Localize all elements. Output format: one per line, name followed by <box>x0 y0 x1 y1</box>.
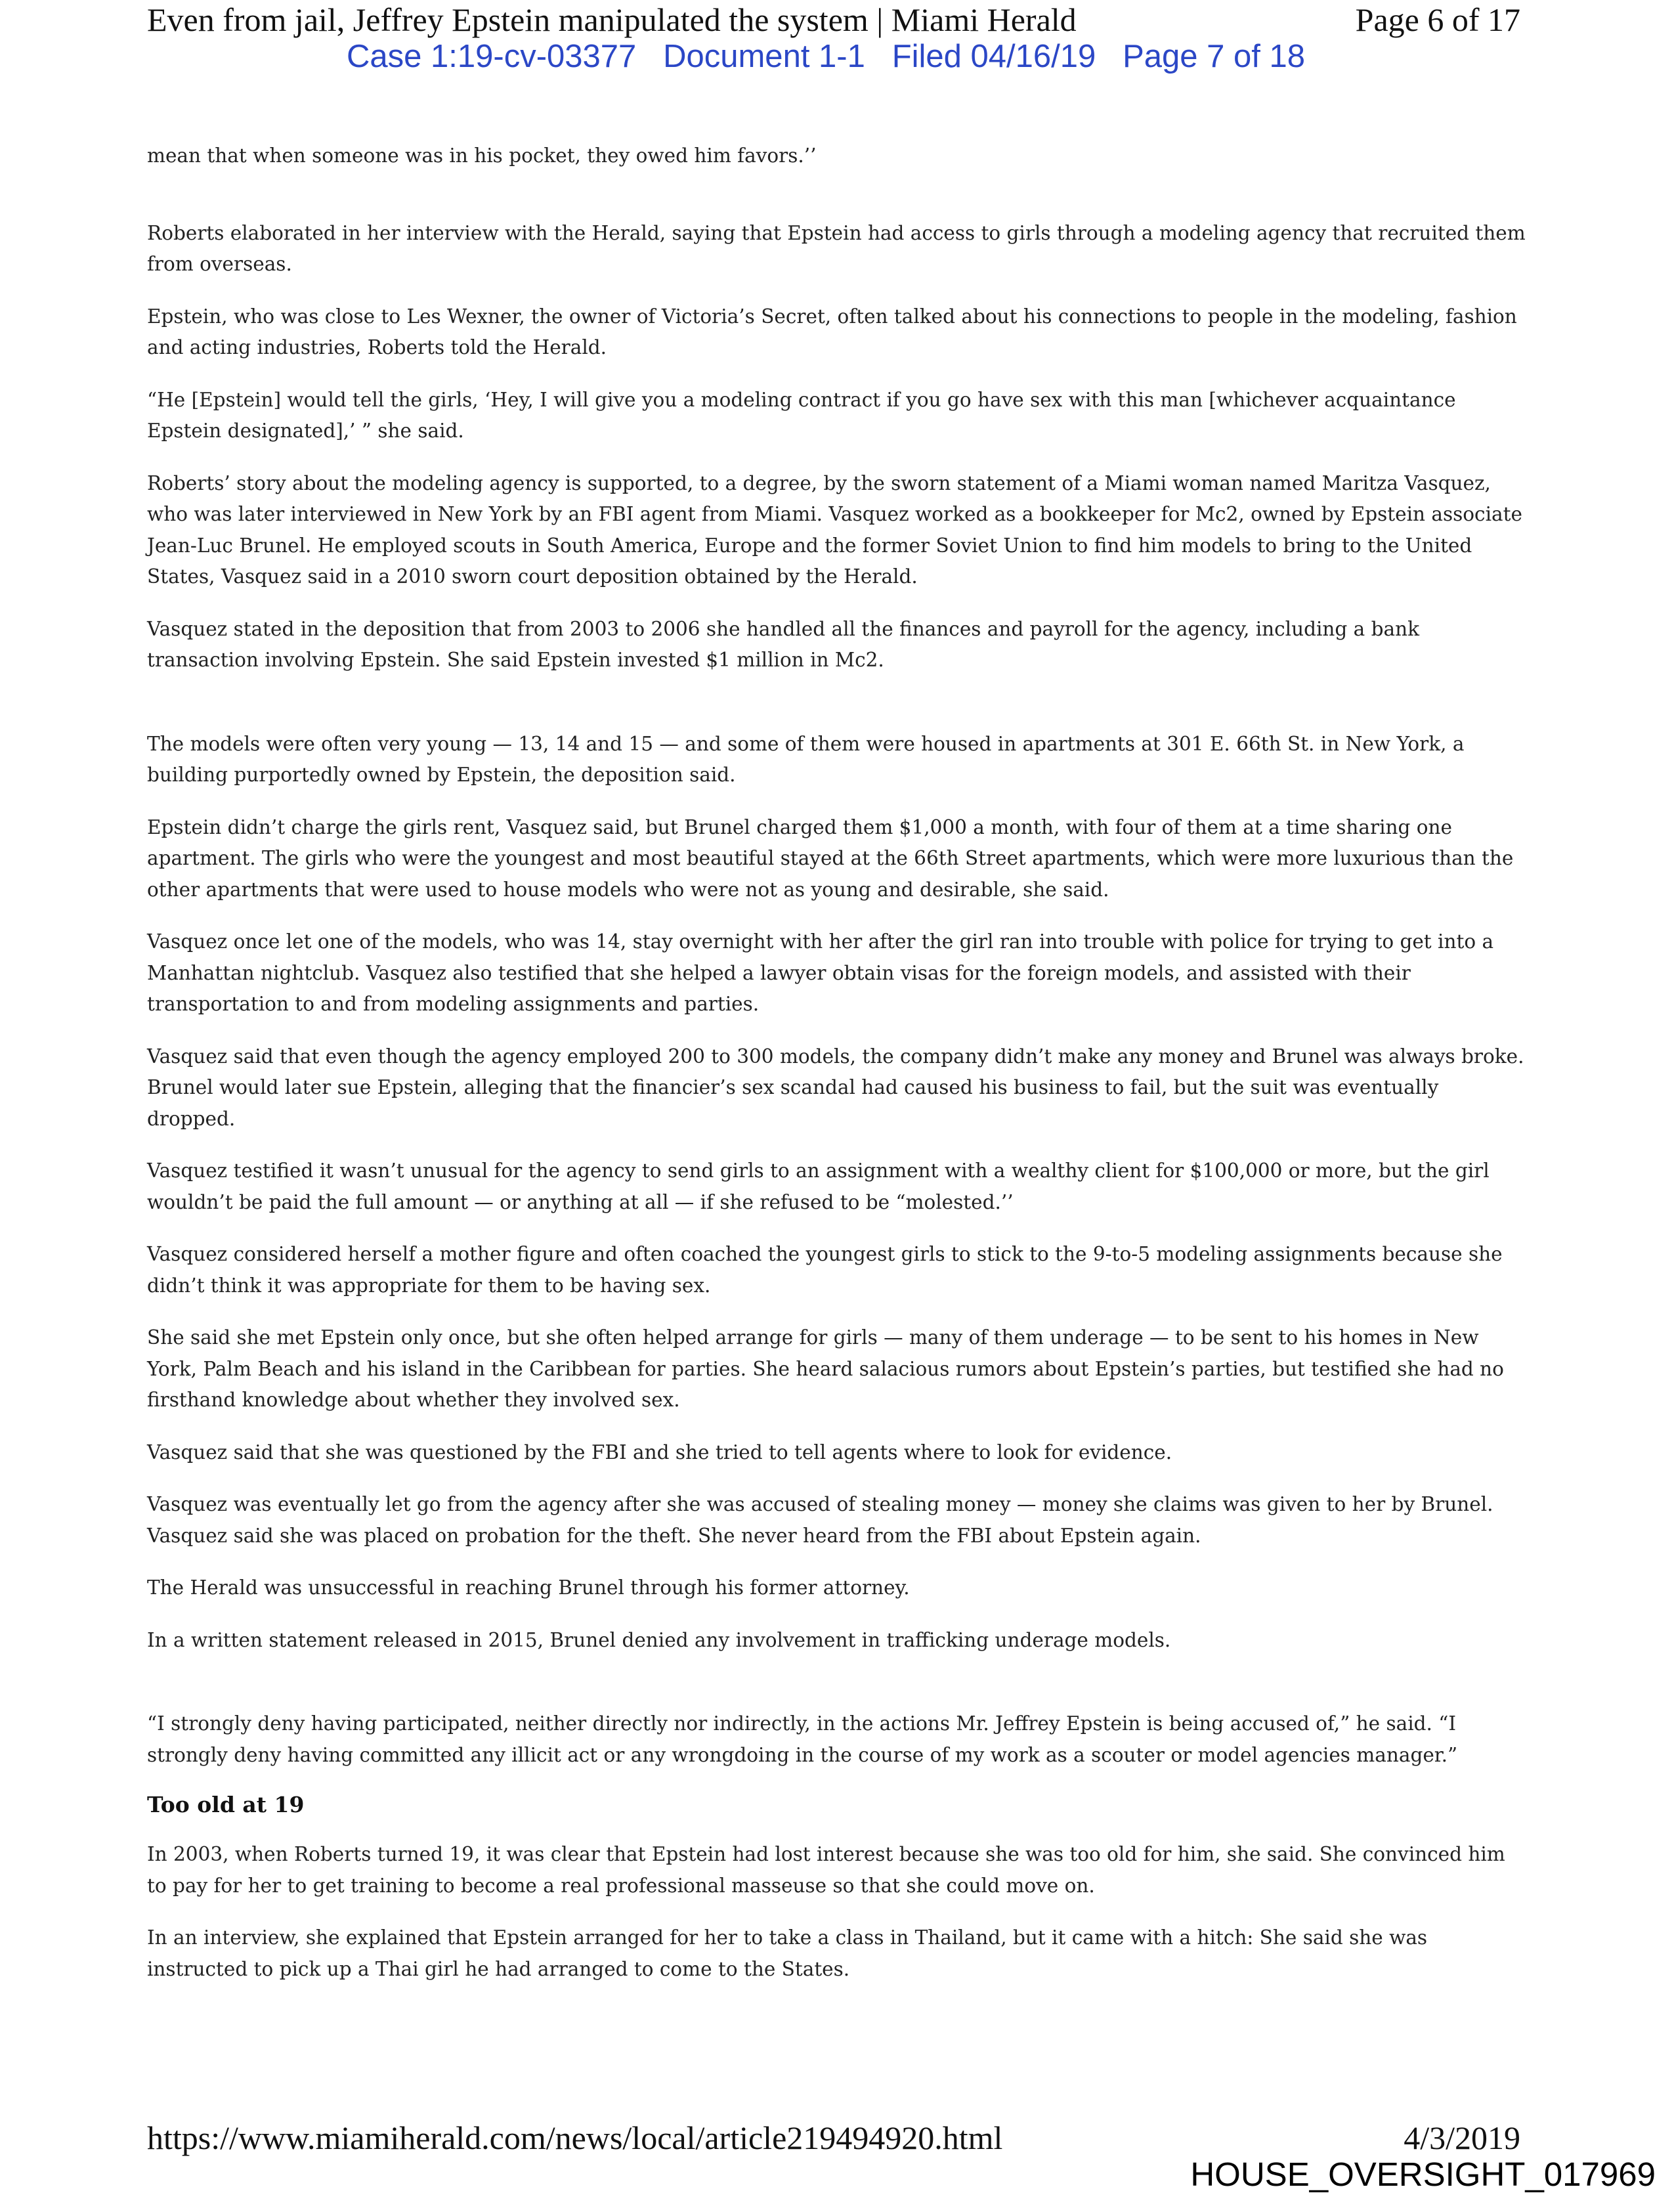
section-heading: Too old at 19 <box>147 1792 305 1817</box>
article-paragraph: Vasquez said that even though the agency employed 200 to 300 models, the company didn’t make any money and Brunel was always broke. Brunel would later sue Epstein, alleging that the financier’s sex scandal had caused his business to fail, but the suit was eventually dropped. <box>147 1045 1524 1130</box>
article-paragraph: In an interview, she explained that Epstein arranged for her to take a class in Thailand, but it came with a hitch: She said she was instructed to pick up a Thai girl he had arranged to come to the States. <box>147 1926 1428 1980</box>
article-paragraph: Vasquez said that she was questioned by the FBI and she tried to tell agents where to look for evidence. <box>147 1441 1172 1464</box>
article-paragraph: Vasquez stated in the deposition that from 2003 to 2006 she handled all the finances and payroll for the agency, including a bank transaction involving Epstein. She said Epstein invested $1 million in Mc2. <box>147 617 1419 671</box>
article-paragraph: “I strongly deny having participated, neither directly nor indirectly, in the actions Mr. Jeffrey Epstein is being accused of,” he said. “I strongly deny having committed any illicit act or any wrongdoing in the course of my work as a scouter or model agencies manager.” <box>147 1712 1458 1766</box>
article-paragraph: mean that when someone was in his pocket, they owed him favors.’’ <box>147 144 817 167</box>
article-paragraph: Roberts elaborated in her interview with the Herald, saying that Epstein had access to girls through a modeling agency that recruited them from overseas. <box>147 221 1526 275</box>
article-paragraph: Epstein didn’t charge the girls rent, Vasquez said, but Brunel charged them $1,000 a month, with four of them at a time sharing one apartment. The girls who were the youngest and most beautiful stayed at the 66th Street apartments, which were more luxurious than the other apartments that were used to house models who were not as young and desirable, she said. <box>147 815 1514 901</box>
article-paragraph: Vasquez once let one of the models, who was 14, stay overnight with her after the girl ran into trouble with police for trying to get into a Manhattan nightclub. Vasquez also testified that she helped a lawyer obtain visas for the foreign models, and assisted with their transportation to and from modeling assignments and parties. <box>147 930 1494 1015</box>
article-paragraph: The models were often very young — 13, 14 and 15 — and some of them were housed in apartments at 301 E. 66th St. in New York, a building purportedly owned by Epstein, the deposition said. <box>147 732 1465 786</box>
article-paragraph: Epstein, who was close to Les Wexner, the owner of Victoria’s Secret, often talked about his connections to people in the modeling, fashion and acting industries, Roberts told the Herald. <box>147 305 1517 358</box>
article-paragraph: Vasquez was eventually let go from the agency after she was accused of stealing money — money she claims was given to her by Brunel. Vasquez said she was placed on probation for the theft. She never heard from the FBI about Epstein again. <box>147 1493 1493 1547</box>
article-paragraph: In 2003, when Roberts turned 19, it was clear that Epstein had lost interest because she was too old for him, she said. She convinced him to pay for her to get training to become a real professional masseuse so that she could move on. <box>147 1843 1505 1897</box>
article-paragraph: In a written statement released in 2015, Brunel denied any involvement in trafficking underage models. <box>147 1628 1171 1651</box>
bates-number: HOUSE_OVERSIGHT_017969 <box>1190 2156 1656 2193</box>
print-footer-date: 4/3/2019 <box>1404 2119 1520 2156</box>
article-paragraph: “He [Epstein] would tell the girls, ‘Hey, I will give you a modeling contract if you go have sex with this man [whichever acquaintance Epstein designated],’ ” she said. <box>147 388 1456 442</box>
article-paragraph: She said she met Epstein only once, but she often helped arrange for girls — many of them underage — to be sent to his homes in New York, Palm Beach and his island in the Caribbean for parties. She heard salacious rumors about Epstein’s parties, but testified she had no firsthand knowledge about whether they involved sex. <box>147 1326 1504 1411</box>
article-paragraph: Vasquez considered herself a mother figure and often coached the youngest girls to stick to the 9-to-5 modeling assignments because she didn’t think it was appropriate for them to be having sex. <box>147 1243 1503 1297</box>
print-footer-url: https://www.miamiherald.com/news/local/article219494920.html <box>147 2119 1003 2156</box>
print-header-title: Even from jail, Jeffrey Epstein manipulated the system | Miami Herald <box>147 1 1077 38</box>
article-body <box>147 141 1526 2006</box>
article-paragraph: The Herald was unsuccessful in reaching Brunel through his former attorney. <box>147 1576 910 1599</box>
article-paragraph: Vasquez testified it wasn’t unusual for the agency to send girls to an assignment with a wealthy client for $100,000 or more, but the girl wouldn’t be paid the full amount — or anything at all — if she refused to be “molested.’’ <box>147 1160 1490 1213</box>
article-paragraph: Roberts’ story about the modeling agency is supported, to a degree, by the sworn statement of a Miami woman named Maritza Vasquez, who was later interviewed in New York by an FBI agent from Miami. Vasquez worked as a bookkeeper for Mc2, owned by Epstein associate Jean-Luc Brunel. He employed scouts in South America, Europe and the former Soviet Union to find him models to bring to the United States, Vasquez said in a 2010 sworn court deposition obtained by the Herald. <box>147 471 1522 588</box>
court-filing-stamp: Case 1:19-cv-03377 Document 1-1 Filed 04/16/19 Page 7 of 18 <box>347 39 1305 74</box>
print-header-page-number: Page 6 of 17 <box>1355 1 1520 38</box>
